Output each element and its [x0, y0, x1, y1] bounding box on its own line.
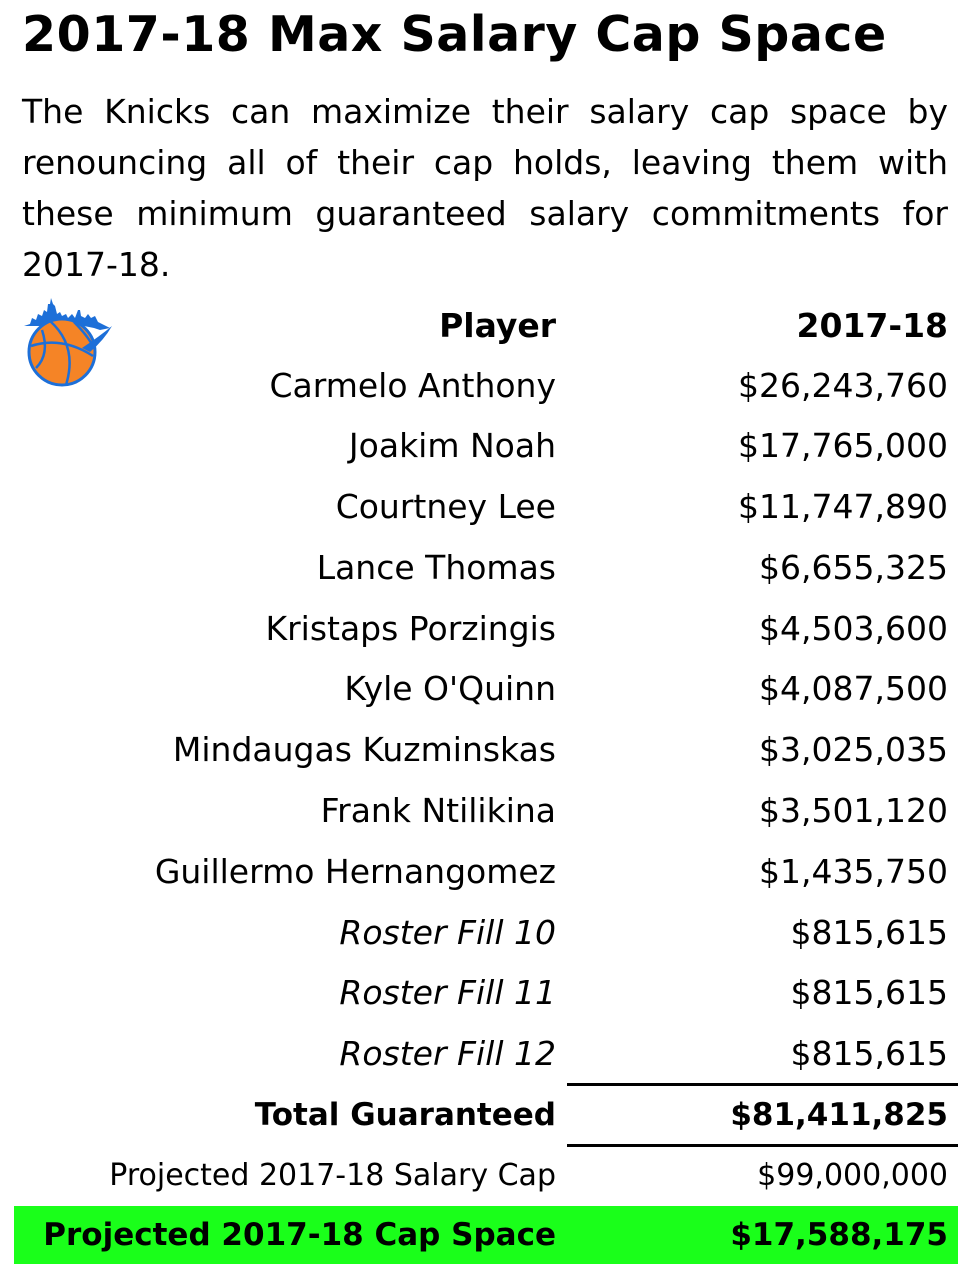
player-salary: $11,747,890 — [738, 487, 948, 526]
player-salary: $3,025,035 — [759, 730, 948, 769]
table-row — [0, 963, 980, 1023]
season-column-header: 2017-18 — [796, 306, 948, 345]
salary-cap-value: $99,000,000 — [757, 1158, 948, 1193]
total-value: $81,411,825 — [730, 1097, 948, 1133]
table-row — [0, 477, 980, 537]
player-name: Kyle O'Quinn — [344, 669, 556, 708]
total-row — [0, 1085, 980, 1145]
player-salary: $1,435,750 — [759, 852, 948, 891]
cap-space-row — [0, 1206, 980, 1264]
player-name: Roster Fill 11 — [339, 973, 556, 1012]
player-name: Mindaugas Kuzminskas — [172, 730, 556, 769]
player-name: Courtney Lee — [335, 487, 556, 526]
player-salary: $815,615 — [790, 973, 948, 1012]
table-row — [0, 538, 980, 598]
player-name: Kristaps Porzingis — [265, 609, 556, 648]
player-name: Carmelo Anthony — [269, 366, 556, 405]
total-label: Total Guaranteed — [254, 1097, 556, 1133]
table-row — [0, 1024, 980, 1084]
cap-space-label: Projected 2017-18 Cap Space — [43, 1217, 556, 1253]
player-salary: $4,087,500 — [759, 669, 948, 708]
salary-cap-label: Projected 2017-18 Salary Cap — [109, 1158, 556, 1193]
player-name: Frank Ntilikina — [320, 791, 556, 830]
table-row — [0, 356, 980, 416]
table-row — [0, 781, 980, 841]
page-title: 2017-18 Max Salary Cap Space — [22, 6, 887, 63]
table-header-row — [0, 296, 980, 356]
player-salary: $6,655,325 — [759, 548, 948, 587]
player-name: Roster Fill 12 — [339, 1034, 556, 1073]
player-salary: $17,765,000 — [738, 426, 948, 465]
player-salary: $815,615 — [790, 913, 948, 952]
player-salary: $26,243,760 — [738, 366, 948, 405]
player-name: Guillermo Hernangomez — [154, 852, 556, 891]
player-name: Roster Fill 10 — [339, 913, 556, 952]
table-row — [0, 599, 980, 659]
player-name: Joakim Noah — [348, 426, 556, 465]
cap-space-value: $17,588,175 — [730, 1217, 948, 1253]
table-row — [0, 416, 980, 476]
intro-paragraph: The Knicks can maximize their salary cap space by renouncing all of their cap holds, leaving them with these minimum guaranteed salary commitments for 2017-18. — [22, 92, 948, 284]
table-row — [0, 659, 980, 719]
table-row — [0, 720, 980, 780]
player-name: Lance Thomas — [316, 548, 556, 587]
player-salary: $4,503,600 — [759, 609, 948, 648]
table-row — [0, 842, 980, 902]
player-salary: $3,501,120 — [759, 791, 948, 830]
table-row — [0, 903, 980, 963]
player-salary: $815,615 — [790, 1034, 948, 1073]
player-column-header: Player — [439, 306, 556, 345]
salary-cap-row — [0, 1146, 980, 1206]
